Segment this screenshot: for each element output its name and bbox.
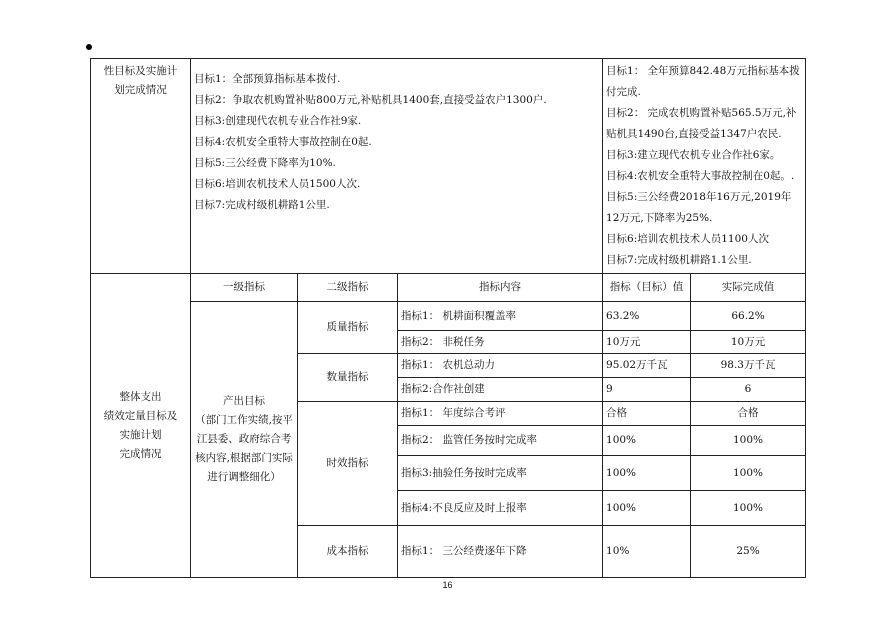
quantitative-label-line: 绩效定量目标及 [103,409,178,422]
header-actual: 实际完成值 [691,274,806,302]
indicator-actual: 100% [691,491,806,526]
indicator-actual: 6 [691,378,806,402]
indicator-content: 指标4:不良反应及时上报率 [398,491,603,526]
goals-row [91,59,806,274]
goals-label-line: 划完成情况 [114,84,167,96]
quantitative-section-label [91,274,191,578]
level2-quality: 质量指标 [298,302,398,354]
indicator-target: 100% [603,456,691,491]
indicator-target: 合格 [603,402,691,426]
quantitative-label-line: 实施计划 [119,428,162,441]
completed-goal: 目标5:三公经费2018年16万元,2019年12万元,下降率为25%. [606,191,792,224]
indicator-content: 指标3:抽验任务按时完成率 [398,456,603,491]
planned-goal: 目标6:培训农机技术人员1500人次. [194,178,361,190]
completed-goal: 目标1： 全年预算842.48万元指标基本拨付完成. [606,65,800,98]
completed-goal: 目标3:建立现代农机专业合作社6家。 [606,149,781,161]
planned-goal: 目标4:农机安全重特大事故控制在0起. [194,136,372,148]
indicator-content: 指标1： 年度综合考评 [398,402,603,426]
indicator-content: 指标2： 监管任务按时完成率 [398,426,603,456]
indicator-actual: 25% [691,526,806,578]
indicator-actual: 98.3万千瓦 [691,354,806,378]
level2-quantity: 数量指标 [298,354,398,402]
indicator-target: 9 [603,378,691,402]
indicator-content: 指标2： 非税任务 [398,331,603,354]
planned-goals-cell [191,59,603,274]
performance-table [90,58,806,578]
header-level2: 二级指标 [298,274,398,302]
planned-goal: 目标7:完成村级机耕路1公里. [194,199,330,211]
indicator-actual: 10万元 [691,331,806,354]
level1-title: 产出目标 [223,395,265,407]
completed-goal: 目标7:完成村级机耕路1.1公里. [606,254,752,266]
level1-indicator-cell [191,302,298,578]
planned-goal: 目标3:创建现代农机专业合作社9家. [194,115,362,127]
completed-goal: 目标2： 完成农机购置补贴565.5万元,补贴机具1490台,直接受益1347户农民. [606,107,797,140]
header-level1: 一级指标 [191,274,298,302]
header-row [91,274,806,302]
quantitative-label-line: 整体支出 [119,390,162,403]
indicator-content: 指标1： 三公经费逐年下降 [398,526,603,578]
goals-label-line: 性目标及实施计 [103,65,178,77]
planned-goal: 目标1：全部预算指标基本拨付. [194,73,341,85]
indicator-target: 100% [603,491,691,526]
header-target: 指标（目标）值 [603,274,691,302]
table-row [91,302,806,331]
indicator-actual: 100% [691,426,806,456]
indicator-actual: 100% [691,456,806,491]
planned-goal: 目标5:三公经费下降率为10%. [194,157,336,169]
level1-note: （部门工作实绩,按平江县委、政府综合考核内容,根据部门实际进行调整细化） [195,414,293,483]
indicator-target: 10万元 [603,331,691,354]
indicator-target: 95.02万千瓦 [603,354,691,378]
planned-goal: 目标2：争取农机购置补贴800万元,补贴机具1400套,直接受益农户1300户. [194,94,547,106]
indicator-target: 100% [603,426,691,456]
page-number: 16 [442,580,453,590]
quantitative-label-line: 完成情况 [119,447,162,460]
header-content: 指标内容 [398,274,603,302]
indicator-content: 指标2:合作社创建 [398,378,603,402]
bullet-mark [86,44,92,50]
indicator-target: 10% [603,526,691,578]
indicator-actual: 66.2% [691,302,806,331]
indicator-actual: 合格 [691,402,806,426]
level2-cost: 成本指标 [298,526,398,578]
completed-goals-cell [603,59,806,274]
goals-section-label [91,59,191,274]
indicator-content: 指标1： 农机总动力 [398,354,603,378]
completed-goal: 目标4:农机安全重特大事故控制在0起。. [606,170,795,182]
indicator-target: 63.2% [603,302,691,331]
level2-timeliness: 时效指标 [298,402,398,526]
indicator-content: 指标1： 机耕面积覆盖率 [398,302,603,331]
completed-goal: 目标6:培训农机技术人员1100人次 [606,233,769,245]
